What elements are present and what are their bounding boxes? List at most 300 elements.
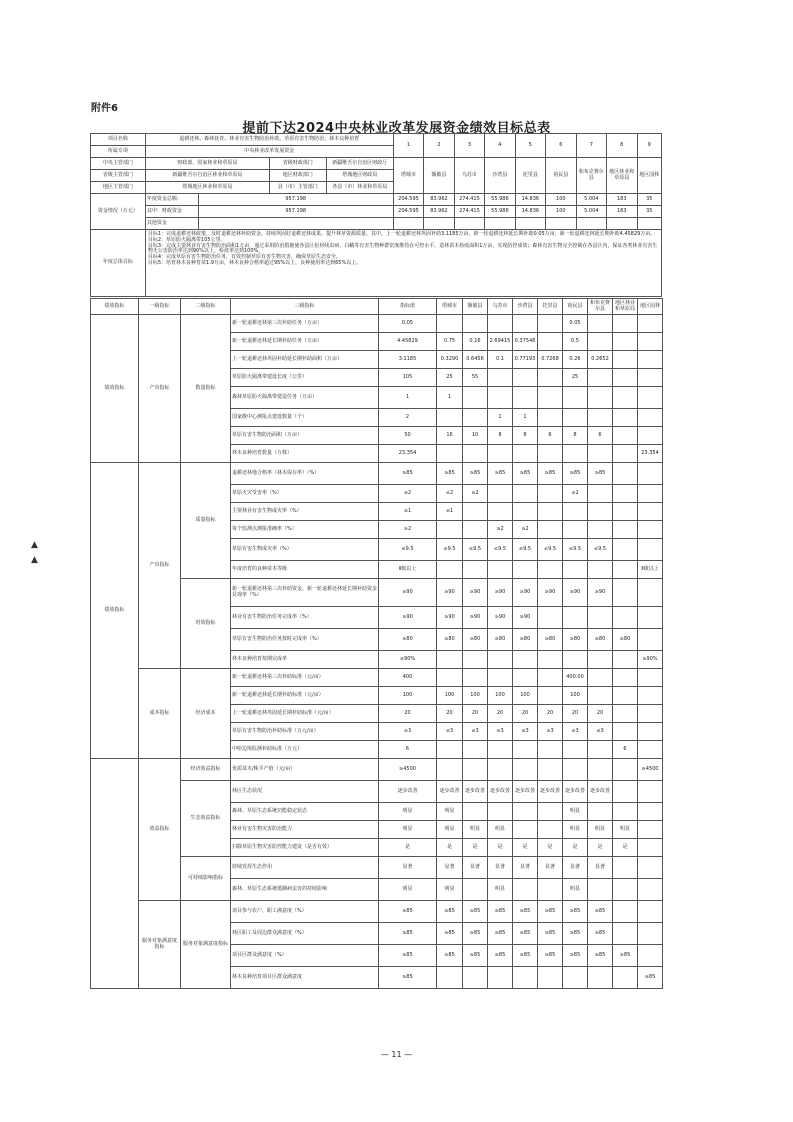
county-cell: ≤1 <box>437 503 463 521</box>
county-cell <box>638 705 663 723</box>
indicator-value: 6 <box>379 741 437 759</box>
indicator-name: 新一轮退耕还林延长期补助标准（元/亩） <box>231 687 379 705</box>
county-cell: 20 <box>538 705 563 723</box>
indicator-name: 林区职工及周边群众满意度（%） <box>231 923 379 945</box>
county-cell <box>638 923 663 945</box>
fund-cell: 100 <box>546 194 576 206</box>
central-dept: 新疆维吾尔自治区财政厅 <box>326 158 393 170</box>
group-label: 生态效益指标 <box>181 781 231 857</box>
county-cell: ≥85 <box>463 923 488 945</box>
county-cell <box>488 803 513 821</box>
county-cell: ≥85 <box>588 463 613 485</box>
fund-cell: 35 <box>637 194 662 206</box>
county-cell: ≤9.5 <box>488 539 513 561</box>
county-cell <box>513 369 538 387</box>
county-cell <box>638 803 663 821</box>
county-cell: 100 <box>437 687 463 705</box>
county-cell <box>638 369 663 387</box>
county-cell <box>588 803 613 821</box>
group-label: 经济效益指标 <box>181 759 231 781</box>
county-cell <box>613 463 638 485</box>
county-cell <box>463 445 488 463</box>
county-cell <box>588 759 613 781</box>
county-cell: ≥90 <box>437 607 463 629</box>
county-cell: 23.354 <box>638 445 663 463</box>
table-head-row <box>91 299 663 315</box>
county-cell: ≥80 <box>437 629 463 651</box>
county-cell: 0.77193 <box>513 351 538 369</box>
county-cell: ≤9.5 <box>538 539 563 561</box>
indicator-name: 林业有害生物防治任务完成率（%） <box>231 607 379 629</box>
county-cell <box>613 369 638 387</box>
indicator-name: 上一轮退耕还林巩固补助延长期补助面积（万亩） <box>231 351 379 369</box>
county-cell: 1 <box>437 387 463 409</box>
group-label: 成本指标 <box>139 669 181 759</box>
county-cell <box>463 741 488 759</box>
county-cell: ≤9.5 <box>437 539 463 561</box>
county-cell: ≤2 <box>463 485 488 503</box>
county-cell: ≥85 <box>463 463 488 485</box>
county-cell: ≥85 <box>437 463 463 485</box>
county-cell <box>437 521 463 539</box>
county-cell <box>613 445 638 463</box>
indicator-name: 林木良种培育项目区群众满意度 <box>231 967 379 989</box>
fund-other-label: 其他资金 <box>145 218 198 230</box>
county-cell: ≥2 <box>513 521 538 539</box>
county-cell <box>513 759 538 781</box>
indicator-value: 3.1185 <box>379 351 437 369</box>
indicator-value: 0.05 <box>379 315 437 333</box>
group-label: 产出指标 <box>139 463 181 669</box>
county-cell: 20 <box>488 705 513 723</box>
indicator-name: 中哈边境监测补助标准（万元） <box>231 741 379 759</box>
county-cell <box>463 409 488 427</box>
belong-label: 所属专项 <box>91 146 146 158</box>
county-cell: ≥80 <box>588 629 613 651</box>
county-cell <box>513 821 538 839</box>
county-cell <box>538 315 563 333</box>
group-label: 产出指标 <box>139 315 181 463</box>
county-cell <box>437 315 463 333</box>
county-cell: ≥85 <box>563 923 588 945</box>
county-cell <box>437 651 463 669</box>
county-cell: ≥85 <box>463 945 488 967</box>
county-cell <box>638 387 663 409</box>
county-cell <box>638 741 663 759</box>
local-dept: 塔城地区财政局 <box>326 170 393 182</box>
fund-total-label: 年度资金总额： <box>145 194 198 206</box>
col-name: 托里县 <box>515 158 545 194</box>
fund-cell: 204.595 <box>393 194 423 206</box>
county-cell <box>588 687 613 705</box>
county-cell: 8 <box>563 427 588 445</box>
county-cell: ≥80 <box>463 629 488 651</box>
county-cell <box>538 821 563 839</box>
county-cell: ≥85 <box>437 901 463 923</box>
county-cell: ≥85 <box>563 901 588 923</box>
county-cell <box>613 651 638 669</box>
county-cell <box>463 315 488 333</box>
county-cell <box>588 561 613 579</box>
county-cell: 0.16 <box>463 333 488 351</box>
county-cell: 明显 <box>563 803 588 821</box>
goal-line: 目标1：完成退耕还林政策，及时退耕还林补助资金。持续巩固好退耕还林成果。提升林草资源质量。其中，上一轮退耕还林巩固补助3.1185万亩，新一轮退耕还林延长期补助0.05万亩，新一轮退耕还林延长期补助4.45829万亩。 <box>147 231 656 237</box>
county-cell <box>638 463 663 485</box>
indicator-value: Ⅱ级以上 <box>379 561 437 579</box>
table-row <box>91 315 663 333</box>
group-label: 数量指标 <box>181 315 231 463</box>
county-cell <box>538 687 563 705</box>
indicator-value: ≤1 <box>379 503 437 521</box>
county-cell <box>538 879 563 901</box>
table-row <box>91 669 663 687</box>
county-cell <box>488 315 513 333</box>
county-cell <box>613 333 638 351</box>
county-cell: 8 <box>513 427 538 445</box>
county-cell <box>638 723 663 741</box>
indicator-value: 是 <box>379 839 437 857</box>
county-cell <box>613 521 638 539</box>
local-dept: 新疆维吾尔自治区林业和草原局 <box>145 170 269 182</box>
county-cell: 20 <box>588 705 613 723</box>
head-cell: 三级指标 <box>231 299 379 315</box>
county-cell: ≥90 <box>588 579 613 607</box>
county-cell: ≥85 <box>538 923 563 945</box>
county-cell <box>538 741 563 759</box>
county-cell <box>513 315 538 333</box>
county-cell: 20 <box>513 705 538 723</box>
county-cell <box>613 879 638 901</box>
head-cell: 指标值 <box>379 299 437 315</box>
county-cell <box>613 705 638 723</box>
indicator-name: 草原有害生物防治任务按时完成率（%） <box>231 629 379 651</box>
county-cell <box>513 445 538 463</box>
county-cell <box>513 967 538 989</box>
indicator-value: 23.354 <box>379 445 437 463</box>
county-cell: ≥85 <box>588 923 613 945</box>
col-number: 9 <box>637 134 662 158</box>
group-label: 服务对象满意度指标 <box>139 901 181 989</box>
county-cell <box>613 669 638 687</box>
county-cell <box>638 427 663 445</box>
county-cell: ≥85 <box>563 463 588 485</box>
county-cell: 0.05 <box>563 315 588 333</box>
county-cell: ≥85 <box>488 945 513 967</box>
county-cell: 0.6456 <box>463 351 488 369</box>
county-cell <box>638 629 663 651</box>
county-cell: 6 <box>538 427 563 445</box>
county-cell: 100 <box>513 687 538 705</box>
county-cell: ≥80 <box>513 629 538 651</box>
group-label: 质量指标 <box>181 463 231 579</box>
county-cell <box>488 561 513 579</box>
indicator-value: 明显 <box>379 879 437 901</box>
indicator-value: ≥85 <box>379 945 437 967</box>
county-cell <box>538 967 563 989</box>
county-cell <box>513 803 538 821</box>
county-cell <box>588 445 613 463</box>
head-cell: 绩效指标 <box>91 299 139 315</box>
county-cell: ≥4500 <box>638 759 663 781</box>
indicator-name: 草原防火隔离带建设长度（公里） <box>231 369 379 387</box>
county-cell: 是 <box>513 839 538 857</box>
county-cell: 逐步改善 <box>588 781 613 803</box>
county-cell: ≥90 <box>513 579 538 607</box>
county-cell <box>437 409 463 427</box>
fund-cell: 35 <box>637 206 662 218</box>
county-cell: 逐步改善 <box>437 781 463 803</box>
county-cell <box>613 803 638 821</box>
county-cell: ≥85 <box>638 967 663 989</box>
indicator-value: ≥85 <box>379 923 437 945</box>
county-cell <box>638 857 663 879</box>
county-cell <box>638 781 663 803</box>
county-cell: 400.00 <box>563 669 588 687</box>
county-cell: 0.75 <box>437 333 463 351</box>
county-cell: ≥85 <box>538 945 563 967</box>
county-cell: ≤2 <box>563 485 588 503</box>
col-number: 2 <box>424 134 454 158</box>
county-cell: ≥90 <box>488 579 513 607</box>
fund-cell: 183 <box>607 206 637 218</box>
county-cell: 明显 <box>437 803 463 821</box>
county-cell: ≥85 <box>588 901 613 923</box>
county-cell: 2.69415 <box>488 333 513 351</box>
county-cell: ≥2 <box>488 521 513 539</box>
indicator-name: 新一轮退耕还林第三次补助任务（万亩） <box>231 315 379 333</box>
head-cell: 裕民县 <box>563 299 588 315</box>
county-cell <box>563 759 588 781</box>
county-cell: 显著 <box>563 857 588 879</box>
fund-label: 资金情况（万元） <box>91 194 146 230</box>
county-cell: 逐步改善 <box>538 781 563 803</box>
indicator-name: 国家级中心测报点建设数量（个） <box>231 409 379 427</box>
county-cell: ≤3 <box>437 723 463 741</box>
indicator-name: 主要林业有害生物成灾率（%） <box>231 503 379 521</box>
county-cell: ≥85 <box>437 923 463 945</box>
county-cell: 明显 <box>463 821 488 839</box>
indicator-value: 4.45829 <box>379 333 437 351</box>
group-label: 效益指标 <box>139 759 181 901</box>
group-label: 时效指标 <box>181 579 231 669</box>
head-cell: 一级指标 <box>139 299 181 315</box>
county-cell <box>463 759 488 781</box>
county-cell: 是 <box>563 839 588 857</box>
col-number: 8 <box>607 134 637 158</box>
indicator-value: 50 <box>379 427 437 445</box>
indicator-name: 林区生态状况 <box>231 781 379 803</box>
county-cell: ≥90 <box>463 579 488 607</box>
county-cell <box>613 607 638 629</box>
indicator-name: 持续发挥生态作用 <box>231 857 379 879</box>
goal-line: 目标4：完成草原有害生物防治任务，有效控制草原有害生物灾害，确保草原生态安全。 <box>147 254 342 260</box>
attachment-label: 附件6 <box>91 103 118 114</box>
county-cell <box>538 409 563 427</box>
county-cell: 明显 <box>563 879 588 901</box>
county-cell <box>538 387 563 409</box>
county-cell: ≥85 <box>463 901 488 923</box>
county-cell <box>513 503 538 521</box>
county-cell <box>538 503 563 521</box>
indicator-name: 草原有害生物防治面积（万亩） <box>231 427 379 445</box>
head-cell: 塔城市 <box>437 299 463 315</box>
county-cell: ≥85 <box>488 901 513 923</box>
county-cell: ≥90% <box>638 651 663 669</box>
county-cell <box>563 387 588 409</box>
county-cell <box>488 445 513 463</box>
indicator-name: 林木良种培育数量（万株） <box>231 445 379 463</box>
area-dept: 各县（市）林业和草原局 <box>326 182 393 194</box>
county-cell: ≤9.5 <box>588 539 613 561</box>
county-cell <box>638 521 663 539</box>
group-label <box>91 759 139 989</box>
county-cell: 6 <box>613 741 638 759</box>
county-cell <box>488 759 513 781</box>
indicator-value: 明显 <box>379 821 437 839</box>
county-cell: ≥90 <box>463 607 488 629</box>
county-cell: 8 <box>488 427 513 445</box>
fund-cell: 100 <box>546 206 576 218</box>
county-cell: 10 <box>463 427 488 445</box>
local-dept-label: 省级主管部门 <box>91 170 146 182</box>
county-cell <box>538 669 563 687</box>
county-cell: ≤3 <box>488 723 513 741</box>
county-cell <box>513 561 538 579</box>
indicator-value: ≥85 <box>379 967 437 989</box>
county-cell: ≥85 <box>538 463 563 485</box>
county-cell <box>638 687 663 705</box>
county-cell <box>638 901 663 923</box>
county-cell <box>638 539 663 561</box>
county-cell <box>638 503 663 521</box>
county-cell <box>638 879 663 901</box>
county-cell <box>538 369 563 387</box>
area-dept: 县（市）主管部门 <box>269 182 326 194</box>
county-cell <box>613 539 638 561</box>
county-cell <box>463 651 488 669</box>
county-cell <box>437 445 463 463</box>
county-cell <box>588 967 613 989</box>
county-cell: ≥85 <box>563 945 588 967</box>
county-cell <box>588 333 613 351</box>
county-cell <box>437 741 463 759</box>
county-cell <box>588 879 613 901</box>
county-cell <box>488 503 513 521</box>
county-cell <box>588 503 613 521</box>
county-cell <box>488 651 513 669</box>
head-cell: 二级指标 <box>181 299 231 315</box>
county-cell: ≥80 <box>563 629 588 651</box>
col-name: 地区园林 <box>637 158 662 194</box>
indicator-value: ≥2 <box>379 521 437 539</box>
county-cell: 0.2652 <box>588 351 613 369</box>
page-title: 提前下达2024中央林业改革发展资金绩效目标总表 <box>242 121 551 136</box>
county-cell <box>563 651 588 669</box>
indicator-name: 年度培育的良种苗木等级 <box>231 561 379 579</box>
indicator-name: 新一轮退耕还林第三次补助标准（元/亩） <box>231 669 379 687</box>
indicator-name: 森林、草原生态系统抵御病虫害的持续影响 <box>231 879 379 901</box>
county-cell: 0.3290 <box>437 351 463 369</box>
fund-total-value: 957.198 <box>198 194 393 206</box>
fund-cell: 14.836 <box>515 206 545 218</box>
county-cell: ≤3 <box>538 723 563 741</box>
county-cell <box>613 561 638 579</box>
county-cell: ≤3 <box>513 723 538 741</box>
county-cell <box>538 759 563 781</box>
county-cell <box>463 387 488 409</box>
county-cell: 显著 <box>463 857 488 879</box>
county-cell: 明显 <box>437 821 463 839</box>
indicator-name: 森林、草原生态系统功能稳定状态 <box>231 803 379 821</box>
county-cell <box>563 521 588 539</box>
table-row <box>91 759 663 781</box>
indicator-value: 400 <box>379 669 437 687</box>
county-cell: 是 <box>463 839 488 857</box>
county-cell <box>588 409 613 427</box>
county-cell <box>638 315 663 333</box>
county-cell <box>588 607 613 629</box>
county-cell <box>463 503 488 521</box>
indicator-name: 项目区群众满意度（%） <box>231 945 379 967</box>
county-cell <box>613 315 638 333</box>
county-cell: 是 <box>488 839 513 857</box>
county-cell: 明显 <box>437 879 463 901</box>
county-cell: 16 <box>437 427 463 445</box>
county-cell <box>513 741 538 759</box>
col-number: 6 <box>546 134 576 158</box>
county-cell <box>513 387 538 409</box>
head-cell: 沙湾县 <box>513 299 538 315</box>
county-cell: ≤3 <box>463 723 488 741</box>
county-cell: ≥80 <box>538 629 563 651</box>
central-dept: 省级财政部门 <box>269 158 326 170</box>
head-cell: 和布克赛尔县 <box>588 299 613 315</box>
county-cell: 100 <box>563 687 588 705</box>
county-cell: 显著 <box>437 857 463 879</box>
fund-cell: 5.004 <box>576 206 606 218</box>
indicator-value: ≥85 <box>379 901 437 923</box>
county-cell: ≥85 <box>613 945 638 967</box>
county-cell: ≥90 <box>563 579 588 607</box>
indicator-value: ≥90 <box>379 607 437 629</box>
county-cell: ≥85 <box>588 945 613 967</box>
county-cell <box>613 427 638 445</box>
county-cell <box>437 561 463 579</box>
county-cell <box>638 333 663 351</box>
goal-line: 目标3：完成主要林业有害生物防治面积1万亩，通过采用防治措施使各县区松材线虫病、白蛾等有害生物种群密度维持在可控水平。造林苗木检疫面积1万亩，实现防控成效；森林有害生物完全控制在各县区内，保证各类林业有害生物无公害防治率达到90%以上，检疫率达到100%。 <box>147 242 658 255</box>
county-cell <box>563 409 588 427</box>
fund-cell: 83.962 <box>424 194 454 206</box>
indicator-name: 新一轮退耕还林第三次补助资金、新一轮退耕还林延长期补助资金兑现率（%） <box>231 579 379 607</box>
fund-cell: 183 <box>607 194 637 206</box>
county-cell <box>463 521 488 539</box>
indicator-value: 100 <box>379 687 437 705</box>
indicator-name: 森林草原防火隔离带建设任务（万亩） <box>231 387 379 409</box>
county-cell <box>538 521 563 539</box>
indicator-value: 20 <box>379 705 437 723</box>
col-name: 沙湾县 <box>485 158 515 194</box>
col-name: 地区林业和草原局 <box>607 158 637 194</box>
county-cell <box>588 315 613 333</box>
county-cell <box>488 387 513 409</box>
table-row <box>91 901 663 923</box>
county-cell <box>588 387 613 409</box>
county-cell: 0.37548 <box>513 333 538 351</box>
fund-cell: 204.595 <box>393 206 423 218</box>
county-cell: ≤3 <box>563 723 588 741</box>
county-cell <box>613 687 638 705</box>
county-cell: 6 <box>588 427 613 445</box>
